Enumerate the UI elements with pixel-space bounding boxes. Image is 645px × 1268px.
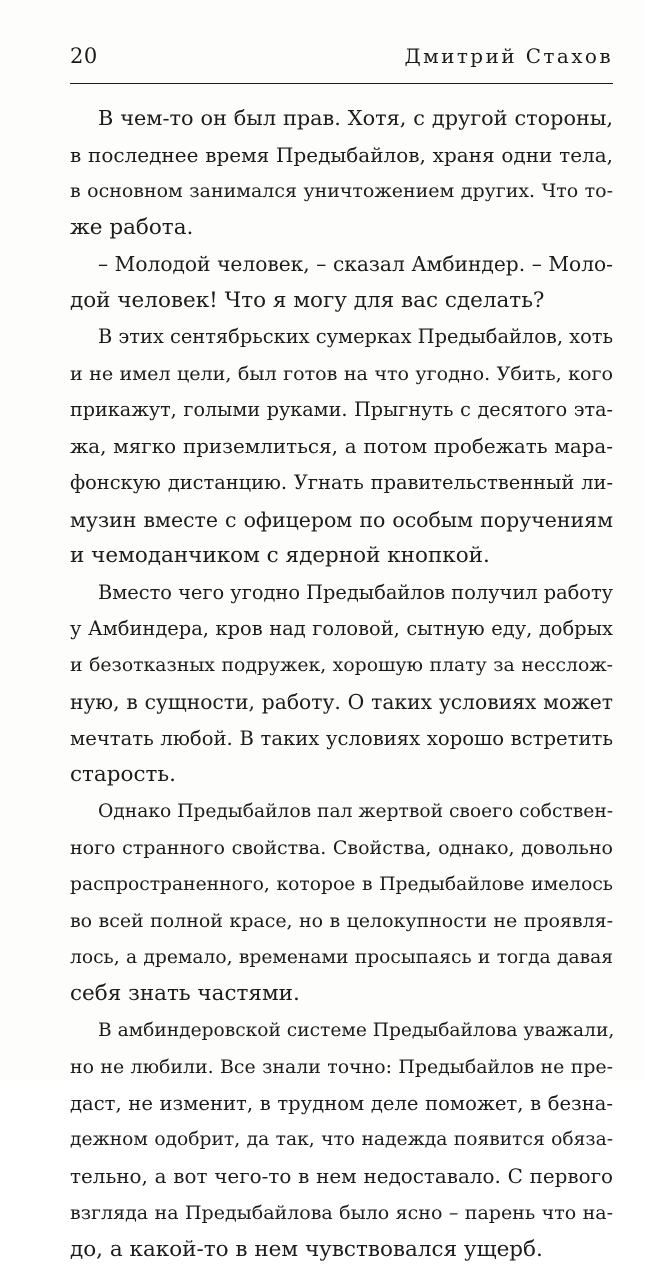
text-line: фонскую дистанцию. Угнать правительственный ли- (70, 465, 613, 502)
text-line: тельно, а вот чего-то в нем недоставало. С первого (70, 1159, 613, 1196)
body-text (70, 100, 613, 1268)
text-line: в основном занимался уничтожением других. Что то- (70, 173, 613, 210)
text-line: же работа. (70, 210, 613, 247)
text-line: у Амбиндера, кров над головой, сытную еду, добрых (70, 611, 613, 648)
text-line: прикажут, голыми руками. Прыгнуть с десятого эта- (70, 392, 613, 429)
paragraph (70, 575, 613, 794)
text-line: В чем-то он был прав. Хотя, с другой стороны, (70, 100, 613, 137)
text-line: и чемоданчиком с ядерной кнопкой. (70, 538, 613, 575)
paragraph (70, 794, 613, 1013)
text-line: во всей полной красе, но в целокупности не проявля- (70, 903, 613, 940)
text-line: взгляда на Предыбайлова было ясно – парень что на- (70, 1195, 613, 1232)
paragraph (70, 100, 613, 246)
text-line: Однако Предыбайлов пал жертвой своего собствен- (70, 794, 613, 831)
text-line: и безотказных подружек, хорошую плату за несслож- (70, 648, 613, 685)
text-line: ную, в сущности, работу. О таких условиях может (70, 684, 613, 721)
text-line: В амбиндеровской системе Предыбайлова уважали, (70, 1013, 613, 1050)
running-head (70, 44, 613, 76)
header-rule (70, 83, 613, 84)
text-line: дежном одобрит, да так, что надежда появится обяза- (70, 1122, 613, 1159)
text-line: В этих сентябрьских сумерках Предыбайлов, хоть (70, 319, 613, 356)
text-line: лось, а дремало, временами просыпаясь и тогда давая (70, 940, 613, 977)
text-line: и не имел цели, был готов на что угодно. Убить, кого (70, 356, 613, 393)
text-line: – Молодой человек, – сказал Амбиндер. – Моло- (70, 246, 613, 283)
text-line: жа, мягко приземлиться, а потом пробежать мара- (70, 429, 613, 466)
page-number: 20 (70, 44, 98, 68)
text-line: ного странного свойства. Свойства, однако, довольно (70, 830, 613, 867)
text-line: музин вместе с офицером по особым поручениям (70, 502, 613, 539)
running-head-author: Дмитрий Стахов (404, 44, 613, 68)
text-line: до, а какой-то в нем чувствовался ущерб. (70, 1232, 613, 1268)
text-line: в последнее время Предыбайлов, храня одни тела, (70, 137, 613, 174)
text-line: распространенного, которое в Предыбайлове имелось (70, 867, 613, 904)
text-line: себя знать частями. (70, 976, 613, 1013)
paragraph (70, 246, 613, 319)
text-line: мечтать любой. В таких условиях хорошо встретить (70, 721, 613, 758)
text-line: даст, не изменит, в трудном деле поможет, в безна- (70, 1086, 613, 1123)
text-line: но не любили. Все знали точно: Предыбайлов не пре- (70, 1049, 613, 1086)
paragraph (70, 1013, 613, 1268)
paragraph (70, 319, 613, 575)
text-line: Вместо чего угодно Предыбайлов получил работу (70, 575, 613, 612)
text-line: старость. (70, 757, 613, 794)
text-line: дой человек! Что я могу для вас сделать? (70, 283, 613, 320)
